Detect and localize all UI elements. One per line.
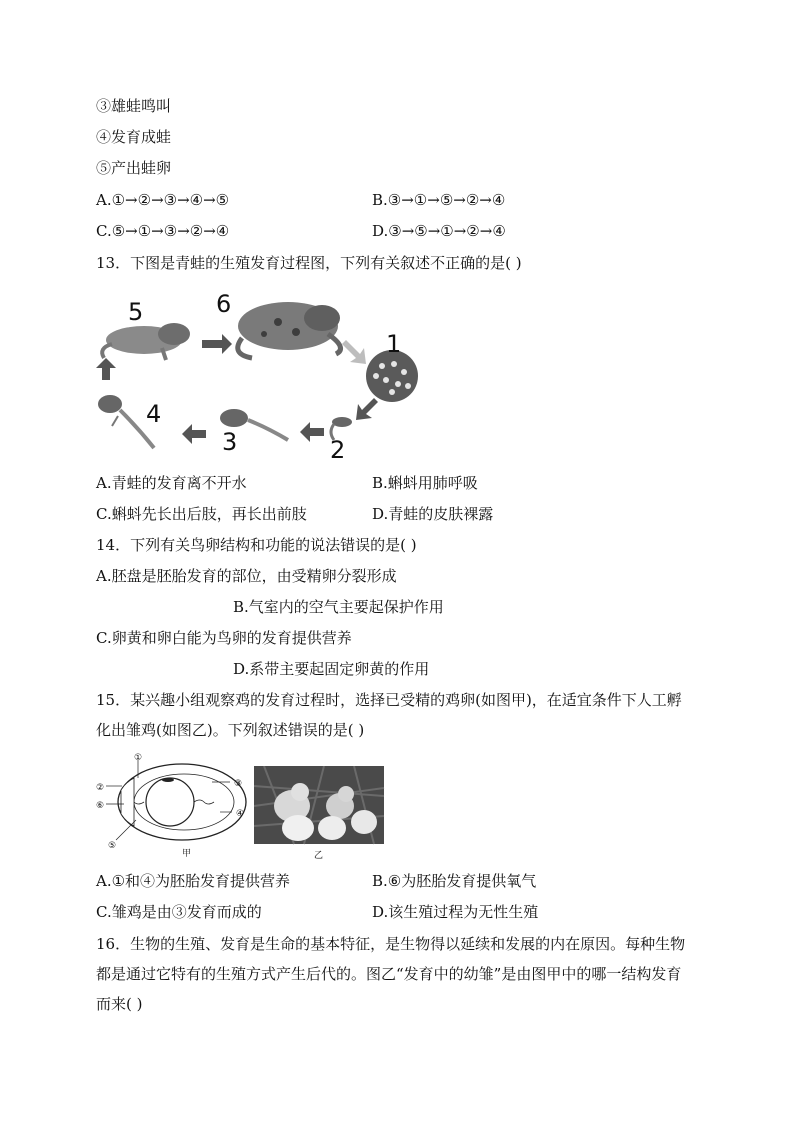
egg-label-3: ③: [234, 779, 243, 789]
q12-step-5: ⑤产出蛙卵: [96, 159, 172, 177]
figure-label-5: 5: [128, 298, 144, 326]
q14-option-a: A.胚盘是胚胎发育的部位，由受精卵分裂形成: [96, 567, 397, 585]
q12-step-4: ④发育成蛙: [96, 128, 172, 146]
q15-option-d: D.该生殖过程为无性生殖: [372, 903, 539, 921]
arrow-icon: [96, 358, 116, 380]
q13-stem: 13．下图是青蛙的生殖发育过程图，下列有关叙述不正确的是( ): [96, 254, 522, 272]
frog-life-cycle-figure: [92, 288, 438, 464]
q14-option-b: B.气室内的空气主要起保护作用: [233, 598, 444, 616]
q12-step-3: ③雄蛙鸣叫: [96, 97, 172, 115]
q15-option-b: B.⑥为胚胎发育提供氧气: [372, 872, 537, 890]
figure-caption-a: 甲: [182, 849, 192, 859]
adult-frog-image: [238, 302, 341, 358]
figure-label-6: 6: [216, 290, 232, 318]
q15-option-a: A.①和④为胚胎发育提供营养: [96, 872, 291, 890]
arrow-icon: [182, 424, 206, 444]
q12-option-d: D.③→⑤→①→②→④: [372, 222, 506, 240]
q15-option-c: C.雏鸡是由③发育而成的: [96, 903, 262, 921]
figure-label-4: 4: [146, 400, 162, 428]
q13-option-c: C.蝌蚪先长出后肢，再长出前肢: [96, 505, 307, 523]
figure-label-2: 2: [330, 436, 346, 464]
figure-label-3: 3: [222, 428, 238, 456]
arrow-icon: [356, 398, 378, 420]
egg-structure-diagram: [94, 752, 260, 862]
figure-label-1: 1: [386, 330, 402, 358]
q13-option-d: D.青蛙的皮肤裸露: [372, 505, 494, 523]
q14-stem: 14．下列有关鸟卵结构和功能的说法错误的是( ): [96, 536, 417, 554]
q13-option-b: B.蝌蚪用肺呼吸: [372, 474, 478, 492]
q13-option-a: A.青蛙的发育离不开水: [96, 474, 247, 492]
arrow-icon: [342, 340, 366, 364]
q14-option-d: D.系带主要起固定卵黄的作用: [233, 660, 430, 678]
arrow-icon: [300, 422, 324, 442]
q15-stem: 15．某兴趣小组观察鸡的发育过程时，选择已受精的鸡卵(如图甲)，在适宜条件下人工孵化出雏鸡(如图乙)。下列叙述错误的是( ): [96, 691, 682, 739]
chick-photo: [254, 766, 386, 862]
egg-label-5: ⑤: [108, 841, 117, 851]
q12-option-a: A.①→②→③→④→⑤: [96, 191, 230, 209]
young-frog-image: [102, 323, 190, 360]
q16-stem: 16．生物的生殖、发育是生命的基本特征，是生物得以延续和发展的内在原因。每种生物都是通过它特有的生殖方式产生后代的。图乙“发育中的幼雏”是由图甲中的哪一结构发育而来( ): [96, 935, 686, 1013]
figure-caption-b: 乙: [314, 851, 324, 861]
q12-option-b: B.③→①→⑤→②→④: [372, 191, 506, 209]
egg-label-1: ①: [134, 753, 143, 763]
egg-label-4: ④: [236, 809, 245, 819]
q14-option-c: C.卵黄和卵白能为鸟卵的发育提供营养: [96, 629, 352, 647]
egg-label-6: ⑥: [96, 801, 105, 811]
arrow-icon: [202, 334, 232, 354]
q12-option-c: C.⑤→①→③→②→④: [96, 222, 230, 240]
egg-label-2: ②: [96, 783, 105, 793]
